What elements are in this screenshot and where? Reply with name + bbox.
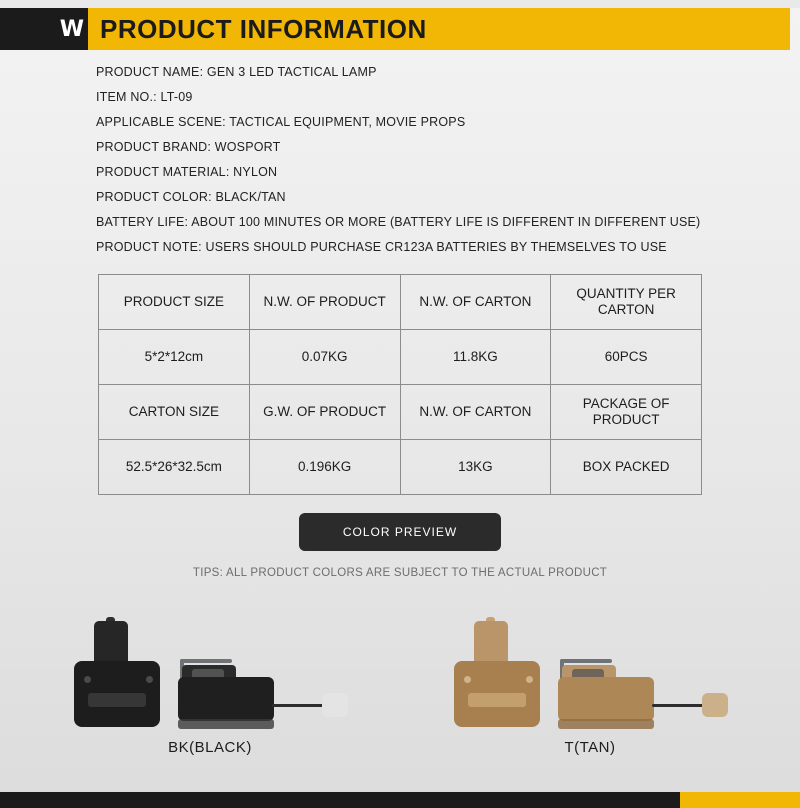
lamp-body-shape xyxy=(558,677,654,721)
table-cell: G.W. OF PRODUCT xyxy=(249,385,400,440)
table-cell: 11.8KG xyxy=(400,330,551,385)
mount-slot-shape xyxy=(468,693,526,707)
product-image-tan xyxy=(440,585,740,735)
spec-line: APPLICABLE SCENE: TACTICAL EQUIPMENT, MOVIE PROPS xyxy=(96,115,466,129)
table-cell: PRODUCT SIZE xyxy=(99,275,250,330)
specification-table xyxy=(98,274,702,495)
lamp-rail-shape xyxy=(558,719,654,729)
switch-pad-shape xyxy=(702,693,728,717)
table-cell: 52.5*26*32.5cm xyxy=(99,440,250,495)
switch-pad-shape xyxy=(322,693,348,717)
table-cell: 0.07KG xyxy=(249,330,400,385)
specification-table-wrapper xyxy=(98,274,702,495)
table-cell: N.W. OF CARTON xyxy=(400,275,551,330)
table-cell: QUANTITY PER CARTON xyxy=(551,275,702,330)
spec-line: PRODUCT MATERIAL: NYLON xyxy=(96,165,278,179)
mount-screw-icon xyxy=(464,676,471,683)
spec-line: PRODUCT NOTE: USERS SHOULD PURCHASE CR123A BATTERIES BY THEMSELVES TO USE xyxy=(96,240,667,254)
page-header xyxy=(59,8,790,50)
spec-line: BATTERY LIFE: ABOUT 100 MINUTES OR MORE (BATTERY LIFE IS DIFFERENT IN DIFFERENT USE) xyxy=(96,215,701,229)
spec-line: PRODUCT NAME: GEN 3 LED TACTICAL LAMP xyxy=(96,65,377,79)
table-row xyxy=(99,275,702,330)
spec-line: PRODUCT COLOR: BLACK/TAN xyxy=(96,190,286,204)
product-information-page xyxy=(0,8,800,808)
color-preview-row xyxy=(0,513,800,551)
lamp-rail-shape xyxy=(178,719,274,729)
logo-mark-icon: W xyxy=(59,16,82,42)
mount-screw-icon xyxy=(84,676,91,683)
product-preview-tan xyxy=(440,585,740,756)
footer-bar xyxy=(0,792,800,808)
table-cell: 0.196KG xyxy=(249,440,400,495)
page-title: PRODUCT INFORMATION xyxy=(100,13,427,44)
mount-screw-icon xyxy=(526,676,533,683)
table-cell: N.W. OF CARTON xyxy=(400,385,551,440)
mount-screw-icon xyxy=(146,676,153,683)
spec-line: PRODUCT BRAND: WOSPORT xyxy=(96,140,281,154)
product-image-black xyxy=(60,585,360,735)
footer-accent xyxy=(680,792,800,808)
product-preview-gallery xyxy=(0,585,800,756)
lamp-body-shape xyxy=(178,677,274,721)
product-preview-black xyxy=(60,585,360,756)
color-tips-text: TIPS: ALL PRODUCT COLORS ARE SUBJECT TO THE ACTUAL PRODUCT xyxy=(192,567,608,579)
product-caption: BK(BLACK) xyxy=(168,739,252,756)
table-cell: CARTON SIZE xyxy=(99,385,250,440)
table-row xyxy=(99,385,702,440)
spec-line: ITEM NO.: LT-09 xyxy=(96,90,193,104)
product-caption: T(TAN) xyxy=(564,739,616,756)
allen-key-icon xyxy=(560,659,612,663)
table-cell: 60PCS xyxy=(551,330,702,385)
mount-slot-shape xyxy=(88,693,146,707)
table-cell: BOX PACKED xyxy=(551,440,702,495)
table-row xyxy=(99,330,702,385)
table-cell: 5*2*12cm xyxy=(99,330,250,385)
color-preview-button[interactable]: COLOR PREVIEW xyxy=(299,513,501,551)
table-cell: PACKAGE OF PRODUCT xyxy=(551,385,702,440)
table-row xyxy=(99,440,702,495)
brand-logo xyxy=(0,8,88,50)
table-cell: 13KG xyxy=(400,440,551,495)
spec-list xyxy=(96,60,778,260)
table-cell: N.W. OF PRODUCT xyxy=(249,275,400,330)
allen-key-icon xyxy=(180,659,232,663)
